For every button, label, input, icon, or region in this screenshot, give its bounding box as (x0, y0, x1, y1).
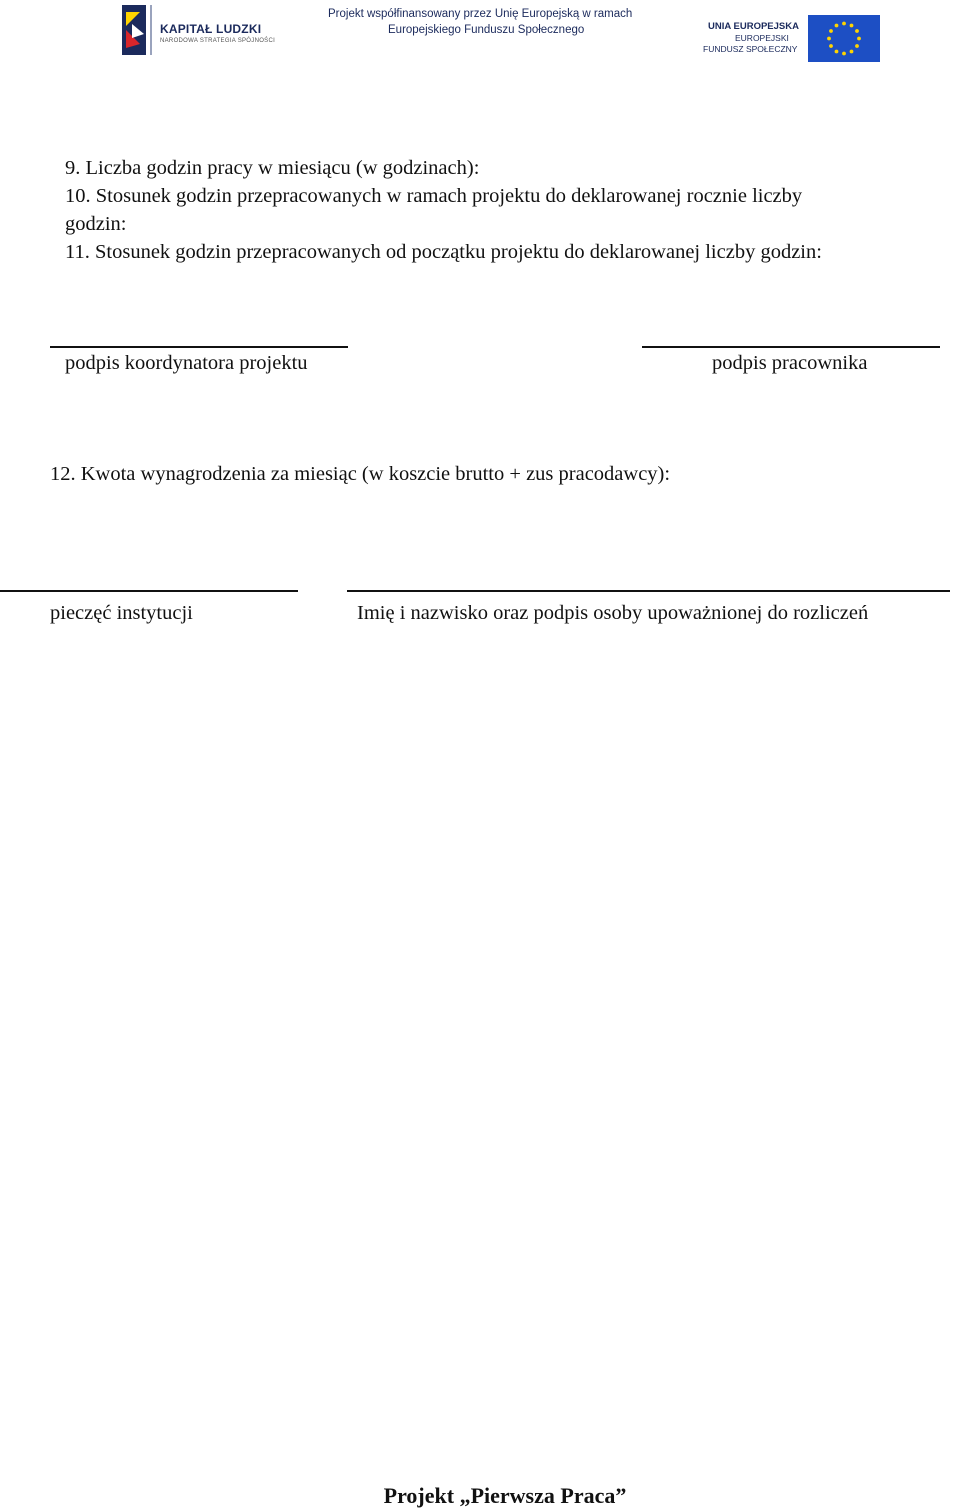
signature-line-employee (642, 346, 940, 348)
header-logos (0, 0, 960, 70)
item-10-line2: godzin: (65, 213, 127, 235)
employee-signature-label: podpis pracownika (712, 352, 868, 374)
stamp-label: pieczęć instytucji (50, 602, 193, 624)
item-10-line1: 10. Stosunek godzin przepracowanych w ramach projektu do deklarowanej rocznie liczby (65, 185, 803, 207)
item-12: 12. Kwota wynagrodzenia za miesiąc (w koszcie brutto + zus pracodawcy): (50, 463, 671, 485)
footer-project-name: Projekt „Pierwsza Praca” (383, 1483, 627, 1508)
signature-line-authorized (347, 590, 950, 592)
signature-line-stamp (0, 590, 298, 592)
kapital-ludzki-title: KAPITAŁ LUDZKI (160, 22, 262, 36)
authorized-signature-label: Imię i nazwisko oraz podpis osoby upoważnionej do rozliczeń (357, 602, 869, 624)
cofinance-text-line2: Europejskiego Funduszu Społecznego (388, 24, 585, 36)
cofinance-text-line1: Projekt współfinansowany przez Unię Europejską w ramach (328, 8, 633, 20)
eu-flag-icon (808, 15, 880, 62)
eu-label-line1: UNIA EUROPEJSKA (708, 21, 799, 32)
coordinator-signature-label: podpis koordynatora projektu (65, 352, 308, 374)
eu-label-line2: EUROPEJSKI (735, 33, 789, 43)
kapital-ludzki-subtitle: NARODOWA STRATEGIA SPÓJNOŚCI (160, 38, 276, 44)
item-11: 11. Stosunek godzin przepracowanych od początku projektu do deklarowanej liczby godzin: (65, 241, 822, 263)
signature-line-coordinator (50, 346, 348, 348)
eu-label-line3: FUNDUSZ SPOŁECZNY (703, 44, 798, 54)
item-9: 9. Liczba godzin pracy w miesiącu (w godzinach): (65, 157, 480, 179)
